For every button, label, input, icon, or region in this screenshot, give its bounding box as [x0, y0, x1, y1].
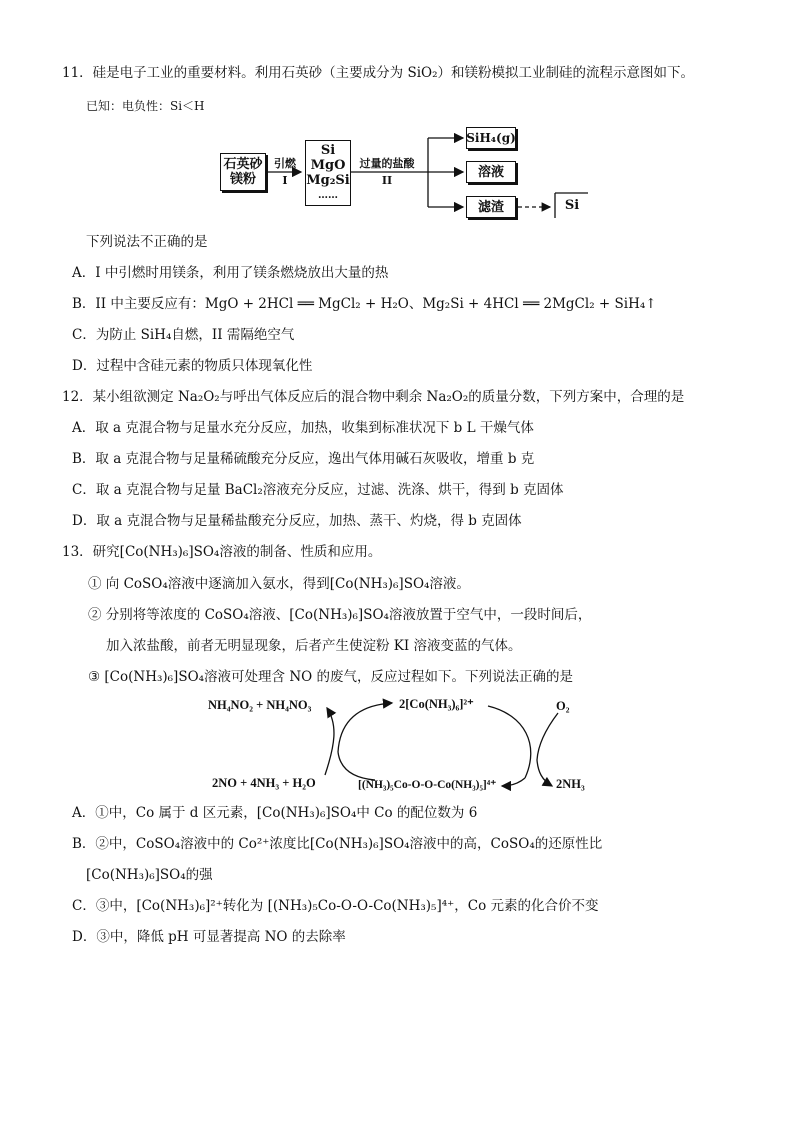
cycle-bottom-right: 2NH₃ [556, 777, 585, 791]
q11-option-d: D．过程中含硅元素的物质只体现氧化性 [72, 358, 313, 374]
q11-option-a: A．I 中引燃时用镁条，利用了镁条燃烧放出大量的热 [72, 265, 389, 281]
flow-mid-line3: Mg₂Si [306, 173, 350, 188]
flow-step2-bottom: II [381, 174, 393, 187]
cycle-top-right: O₂ [556, 699, 570, 713]
q13-stem: 13．研究[Co(NH₃)₆]SO₄溶液的制备、性质和应用。 [62, 544, 382, 560]
q12-option-d: D．取 a 克混合物与足量稀盐酸充分反应，加热、蒸干、灼烧，得 b 克固体 [72, 513, 522, 529]
q13-option-b: B．②中，CoSO₄溶液中的 Co²⁺浓度比[Co(NH₃)₆]SO₄溶液中的高，CoSO₄的还原性比 [72, 836, 603, 852]
flow-step2-top: 过量的盐酸 [359, 157, 415, 170]
cycle-top-left: NH₄NO₂ + NH₄NO₃ [208, 698, 312, 712]
cycle-top-mid: 2[Co(NH₃)₆]²⁺ [399, 697, 474, 711]
flow-mid-line2: MgO [310, 158, 346, 173]
q11-option-c: C．为防止 SiH₄自燃，II 需隔绝空气 [72, 327, 295, 343]
flow-step1-bottom: I [282, 174, 288, 187]
q13-item1: ① 向 CoSO₄溶液中逐滴加入氨水，得到[Co(NH₃)₆]SO₄溶液。 [88, 576, 470, 592]
q13-option-b-cont: [Co(NH₃)₆]SO₄的强 [86, 867, 213, 883]
flow-step1-top: 引燃 [274, 157, 296, 170]
q13-option-a: A．①中，Co 属于 d 区元素，[Co(NH₃)₆]SO₄中 Co 的配位数为 6 [72, 805, 478, 821]
flow-out-residue: 滤渣 [466, 196, 516, 218]
flow-input-line1: 石英砂 [223, 157, 263, 172]
q11-prompt: 下列说法不正确的是 [86, 234, 208, 250]
q12-option-a: A．取 a 克混合物与足量水充分反应，加热，收集到标准状况下 b L 干燥气体 [72, 420, 534, 436]
q11-known: 已知：电负性：Si＜H [86, 99, 205, 113]
q13-item3: ③ [Co(NH₃)₆]SO₄溶液可处理含 NO 的废气，反应过程如下。下列说法正确的是 [88, 669, 574, 685]
q13-option-c: C．③中，[Co(NH₃)₆]²⁺转化为 [(NH₃)₅Co-O-O-Co(NH₃)₅]⁴⁺，Co 元素的化合价不变 [72, 898, 599, 914]
cycle-bottom-left: 2NO + 4NH₃ + H₂O [212, 776, 316, 790]
flow-input-line2: 镁粉 [229, 172, 256, 187]
q12-option-c: C．取 a 克混合物与足量 BaCl₂溶液充分反应，过滤、洗涤、烘干，得到 b 克固体 [72, 482, 564, 498]
q12-option-b: B．取 a 克混合物与足量稀硫酸充分反应，逸出气体用碱石灰吸收，增重 b 克 [72, 451, 535, 467]
q13-item2a: ② 分别将等浓度的 CoSO₄溶液、[Co(NH₃)₆]SO₄溶液放置于空气中，一段时间后， [88, 607, 592, 623]
flow-final-si: Si [564, 198, 580, 213]
q11-option-b: B．II 中主要反应有：MgO + 2HCl ══ MgCl₂ + H₂O、Mg₂Si + 4HCl ══ 2MgCl₂ + SiH₄↑ [72, 296, 657, 312]
flow-mid-line1: Si [320, 143, 336, 158]
q12-stem: 12．某小组欲测定 Na₂O₂与呼出气体反应后的混合物中剩余 Na₂O₂的质量分数，下列方案中，合理的是 [62, 389, 685, 405]
cycle-bottom-mid: [(NH₃)₅Co-O-O-Co(NH₃)₅]⁴⁺ [358, 779, 497, 791]
q11-stem: 11．硅是电子工业的重要材料。利用石英砂（主要成分为 SiO₂）和镁粉模拟工业制硅的流程示意图如下。 [62, 65, 695, 81]
flow-mid-line4: …… [318, 190, 338, 201]
flow-out-solution: 溶液 [466, 161, 516, 183]
q13-item2b: 加入浓盐酸，前者无明显现象，后者产生使淀粉 KI 溶液变蓝的气体。 [106, 638, 522, 654]
flow-out-sih4: SiH₄(g) [466, 127, 516, 149]
q13-option-d: D．③中，降低 pH 可显著提高 NO 的去除率 [72, 929, 346, 945]
